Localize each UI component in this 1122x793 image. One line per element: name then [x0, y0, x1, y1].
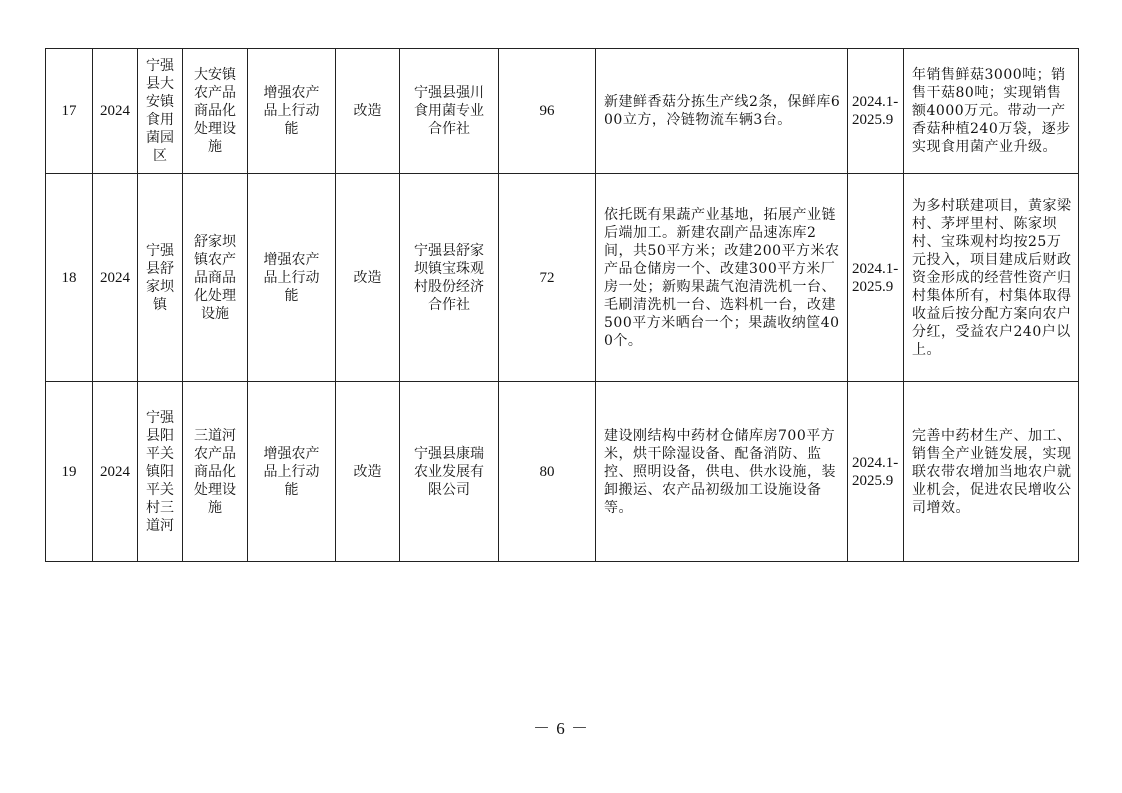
row-project-name: 舒家坝镇农产品商品化处理设施 — [183, 174, 248, 382]
row-amount: 80 — [499, 382, 596, 562]
row-period: 2024.1-2025.9 — [848, 382, 904, 562]
row-location: 宁强县阳平关镇阳平关村三道河 — [138, 382, 183, 562]
row-benefit: 年销售鲜菇3000吨；销售干菇80吨；实现销售额4000万元。带动一产香菇种植240万袋，逐步实现食用菌产业升级。 — [904, 49, 1079, 174]
row-entity: 宁强县强川食用菌专业合作社 — [400, 49, 499, 174]
row-project-name: 大安镇农产品商品化处理设施 — [183, 49, 248, 174]
row-entity: 宁强县舒家坝镇宝珠观村股份经济合作社 — [400, 174, 499, 382]
row-content: 新建鲜香菇分拣生产线2条，保鲜库600立方，冷链物流车辆3台。 — [596, 49, 848, 174]
row-project-name: 三道河农产品商品化处理设施 — [183, 382, 248, 562]
row-index: 18 — [46, 174, 93, 382]
row-benefit: 完善中药材生产、加工、销售全产业链发展，实现联农带农增加当地农户就业机会，促进农民增收公司增效。 — [904, 382, 1079, 562]
row-location: 宁强县舒家坝镇 — [138, 174, 183, 382]
row-benefit: 为多村联建项目，黄家梁村、茅坪里村、陈家坝村、宝珠观村均按25万元投入，项目建成后财政资金形成的经营性资产归村集体所有，村集体取得收益后按分配方案向农户分红，受益农户240户以上。 — [904, 174, 1079, 382]
row-period: 2024.1-2025.9 — [848, 49, 904, 174]
row-content: 建设刚结构中药材仓储库房700平方米，烘干除湿设备、配备消防、监控、照明设备，供电、供水设施，装卸搬运、农产品初级加工设施设备等。 — [596, 382, 848, 562]
table-row — [46, 49, 1079, 174]
row-content: 依托既有果蔬产业基地，拓展产业链后端加工。新建农副产品速冻库2间，共50平方米；改建200平方米农产品仓储房一个、改建300平方米厂房一处；新购果蔬气泡清洗机一台、毛刷清洗机一台、选料机一台，改建500平方米晒台一个；果蔬收纳筐400个。 — [596, 174, 848, 382]
row-amount: 96 — [499, 49, 596, 174]
page-number: － 6 － — [533, 719, 589, 738]
row-year: 2024 — [93, 174, 138, 382]
row-type: 改造 — [336, 174, 400, 382]
row-index: 17 — [46, 49, 93, 174]
row-category: 增强农产品上行动能 — [248, 382, 336, 562]
row-year: 2024 — [93, 382, 138, 562]
row-category: 增强农产品上行动能 — [248, 49, 336, 174]
row-index: 19 — [46, 382, 93, 562]
row-type: 改造 — [336, 382, 400, 562]
row-entity: 宁强县康瑞农业发展有限公司 — [400, 382, 499, 562]
row-period: 2024.1-2025.9 — [848, 174, 904, 382]
row-year: 2024 — [93, 49, 138, 174]
table-row — [46, 382, 1079, 562]
project-table — [45, 48, 1079, 562]
row-location: 宁强县大安镇食用菌园区 — [138, 49, 183, 174]
table-row — [46, 174, 1079, 382]
row-amount: 72 — [499, 174, 596, 382]
row-type: 改造 — [336, 49, 400, 174]
row-category: 增强农产品上行动能 — [248, 174, 336, 382]
